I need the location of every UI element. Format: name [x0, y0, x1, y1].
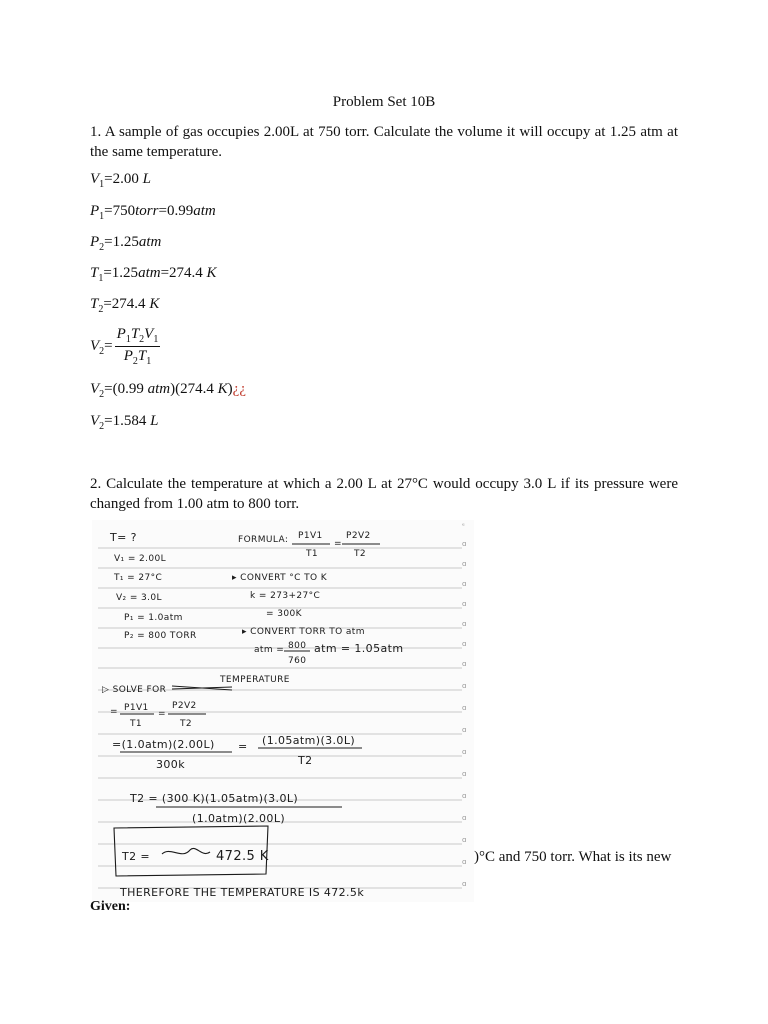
hw-convert-c: ▸ CONVERT °C TO K	[232, 573, 328, 583]
hw-eq-num1: P1V1	[124, 703, 149, 713]
hw-formula-label: FORMULA:	[238, 535, 289, 545]
hw-p2: P₂ = 800 TORR	[124, 631, 197, 641]
svg-text:ɑ: ɑ	[462, 726, 467, 734]
hw-eq-prefix: =	[110, 707, 118, 717]
eq-p1-unit2: atm	[193, 203, 216, 219]
eq-v1: $V_1=2.00$ L	[90, 171, 151, 190]
hw-eq-den1: T1	[130, 719, 143, 729]
eq-t1-value: =1.25	[103, 265, 139, 281]
svg-text:ɑ: ɑ	[462, 682, 467, 690]
hw-t2-expr-num: T2 = (300 K)(1.05atm)(3.0L)	[130, 792, 299, 805]
hw-t2-value: 472.5 K	[216, 849, 269, 864]
question-3-fragment: )°C and 750 torr. What is its new	[474, 849, 672, 865]
svg-text:ɑ: ɑ	[462, 600, 467, 608]
eq-v2-formula: $V_2=$ $\frac{P_1T_2V_1}{P_2T_1}$	[90, 326, 159, 367]
hw-eq-den2: T2	[180, 719, 193, 729]
eq-v1-value: =2.00	[104, 171, 139, 187]
hw-t2-answer: T2 =	[122, 850, 151, 863]
eq-v2-calc-a: =(0.99	[104, 381, 144, 397]
hw-formula-den2: T2	[354, 549, 367, 559]
eq-p2: $P_2=1.25atm$	[90, 234, 162, 253]
hw-v1: V₁ = 2.00L	[114, 554, 167, 564]
eq-t1-eq: =274.4	[160, 265, 203, 281]
eq-v2-calc-e: )	[227, 381, 233, 397]
hw-atm-result: atm = 1.05atm	[314, 642, 404, 655]
svg-text:ɑ: ɑ	[462, 814, 467, 822]
eq-v2-fraction: $\frac{P_1T_2V_1}{P_2T_1}$	[116, 326, 159, 367]
svg-text:ɑ: ɑ	[462, 704, 467, 712]
eq-v2-calc-c: )(274.4	[170, 381, 214, 397]
svg-text:ɑ: ɑ	[462, 880, 467, 888]
hw-sub-eq: =	[238, 740, 248, 753]
hw-v2: V₂ = 3.0L	[116, 593, 162, 603]
svg-text:ɑ: ɑ	[462, 660, 467, 668]
eq-p1-unit1: torr	[135, 203, 159, 219]
eq-t2-unit: K	[149, 296, 160, 312]
hw-sub-right-num: (1.05atm)(3.0L)	[262, 734, 356, 747]
hw-formula-num1: P1V1	[298, 531, 323, 541]
handwritten-solution-image	[92, 520, 474, 902]
eq-v2-calc: $V_2=(0.99$ atm)(274.4 K)¿¿	[90, 381, 246, 400]
hw-k-result: = 300K	[266, 609, 302, 619]
eq-t2-value: =274.4	[103, 296, 146, 312]
question-2-text: 2. Calculate the temperature at which a 2.00 L at 27°C would occupy 3.0 L if its pressure were changed from 1.00 atm to 800 torr.	[90, 476, 678, 512]
eq-v2-result: $V_2=1.584$ L	[90, 413, 159, 432]
svg-text:ɑ: ɑ	[462, 770, 467, 778]
hw-formula-num2: P2V2	[346, 531, 371, 541]
hw-t2-expr-den: (1.0atm)(2.00L)	[192, 812, 286, 825]
hw-atm-num: 800	[288, 641, 307, 651]
svg-text:ɑ: ɑ	[462, 540, 467, 548]
eq-v1-unit: L	[142, 171, 151, 187]
svg-text:ɑ: ɑ	[462, 858, 467, 866]
hw-atm-den: 760	[288, 656, 307, 666]
eq-v2-result-value: =1.584	[104, 413, 147, 429]
eq-v2-calc-d: K	[217, 381, 228, 397]
hw-sub-right-den: T2	[298, 754, 313, 767]
hw-atm-label: atm =	[254, 645, 285, 655]
svg-text:ɑ: ɑ	[462, 640, 467, 648]
eq-p2-unit: atm	[138, 234, 162, 250]
eq-p2-value: =1.25	[104, 234, 139, 250]
given-label: Given:	[90, 899, 131, 914]
page-title: Problem Set 10B	[332, 94, 436, 110]
svg-text:ɑ: ɑ	[462, 560, 467, 568]
hw-t-unknown: T= ?	[110, 531, 137, 544]
eq-t2: $T_2=274.4$ K	[90, 296, 160, 315]
hw-sub-left-den: 300k	[156, 758, 185, 771]
hw-t1: T₁ = 27°C	[114, 573, 163, 583]
eq-p1: $P_1=750torr=0.99atm$	[90, 203, 216, 222]
eq-v2-garbled: ¿¿	[232, 381, 246, 397]
eq-v2-calc-b: atm	[147, 381, 171, 397]
question-1-text: 1. A sample of gas occupies 2.00L at 750 torr. Calculate the volume it will occupy at 1.25 atm at the same temperature.	[90, 124, 678, 160]
eq-p1-value: =750	[104, 203, 136, 219]
eq-t1-unit2: K	[206, 265, 217, 281]
eq-t1: $T_1=1.25atm=274.4$ K	[90, 265, 217, 284]
hw-sub-left-num: =(1.0atm)(2.00L)	[112, 738, 215, 751]
hw-eq-eq: =	[158, 709, 166, 719]
hw-k-eq: k = 273+27°C	[250, 591, 321, 601]
svg-text:ɑ: ɑ	[462, 620, 467, 628]
hw-p1: P₁ = 1.0atm	[124, 613, 183, 623]
hw-formula-eq: =	[334, 539, 342, 549]
hw-convert-torr: ▸ CONVERT TORR TO atm	[242, 627, 365, 637]
hw-conclusion: THEREFORE THE TEMPERATURE IS 472.5k	[120, 886, 365, 899]
svg-text:ɑ: ɑ	[462, 748, 467, 756]
svg-text:ɑ: ɑ	[462, 580, 467, 588]
margin-marks	[462, 522, 466, 888]
hw-solve-for: ▷ SOLVE FOR	[102, 685, 167, 695]
handwritten-solution-svg	[92, 520, 474, 902]
svg-text:ᵉ: ᵉ	[462, 522, 465, 530]
hw-eq-num2: P2V2	[172, 701, 197, 711]
eq-v2-result-unit: L	[150, 413, 159, 429]
eq-p1-eq: =0.99	[158, 203, 194, 219]
svg-text:ɑ: ɑ	[462, 836, 467, 844]
svg-text:ɑ: ɑ	[462, 792, 467, 800]
eq-t1-unit: atm	[138, 265, 161, 281]
hw-formula-den1: T1	[306, 549, 319, 559]
hw-temperature-word: TEMPERATURE	[220, 675, 290, 685]
scribble-mark	[162, 848, 210, 854]
